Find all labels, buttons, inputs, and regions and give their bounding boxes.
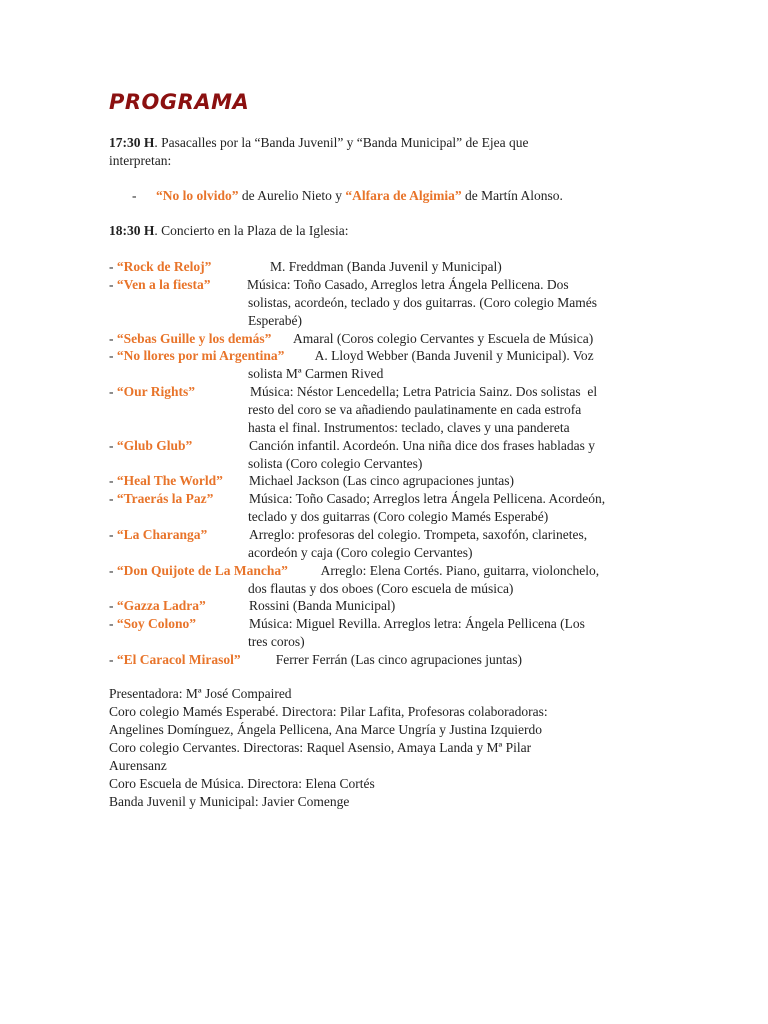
- program-item-head: [109, 651, 241, 669]
- song-title: “Gazza Ladra”: [116, 598, 206, 613]
- song-description-line: dos flautas y dos oboes (Coro escuela de música): [248, 581, 514, 596]
- program-item-head: [109, 472, 223, 490]
- song-title: “Traerás la Paz”: [116, 491, 214, 506]
- song-description-line: teclado y dos guitarras (Coro colegio Mamés Esperabé): [248, 509, 549, 524]
- list-dash: -: [109, 331, 117, 346]
- block2-line: [109, 222, 349, 240]
- list-dash: -: [109, 563, 117, 578]
- song-description-line: Ferrer Ferrán (Las cinco agrupaciones juntas): [269, 652, 523, 667]
- song-title: “No lo olvido”: [156, 188, 239, 203]
- song-description-line: Rossini (Banda Municipal): [249, 598, 396, 613]
- block1-line2: interpretan:: [109, 153, 172, 168]
- list-dash: -: [109, 277, 117, 292]
- song-title: “Our Rights”: [116, 384, 196, 399]
- credit-line: Coro Escuela de Música. Directora: Elena Cortés: [109, 776, 375, 791]
- song-description-line: Arreglo: profesoras del colegio. Trompeta, saxofón, clarinetes,: [249, 527, 588, 542]
- program-item-head: [109, 615, 196, 633]
- credit-line: Coro colegio Cervantes. Directoras: Raquel Asensio, Amaya Landa y Mª Pilar: [109, 740, 532, 755]
- song-title: “La Charanga”: [116, 527, 208, 542]
- page-title: PROGRAMA: [109, 90, 250, 114]
- song-description-line: acordeón y caja (Coro colegio Cervantes): [248, 545, 473, 560]
- song-description-line: Arreglo: Elena Cortés. Piano, guitarra, violonchelo,: [318, 563, 600, 578]
- program-item-head: [109, 490, 213, 508]
- block1-bullet: -: [132, 188, 137, 203]
- list-dash: -: [109, 527, 117, 542]
- program-item-head: [109, 562, 288, 580]
- program-item-head: [109, 258, 211, 276]
- song-title: “Rock de Reloj”: [116, 259, 212, 274]
- song-description-line: hasta el final. Instrumentos: teclado, claves y una pandereta: [248, 420, 570, 435]
- list-dash: -: [109, 473, 117, 488]
- list-dash: -: [109, 384, 117, 399]
- song-title: “El Caracol Mirasol”: [116, 652, 241, 667]
- song-title: “Soy Colono”: [116, 616, 197, 631]
- song-description-line: resto del coro se va añadiendo paulatinamente en cada estrofa: [248, 402, 582, 417]
- song-description-line: Canción infantil. Acordeón. Una niña dice dos frases habladas y: [249, 438, 596, 453]
- block1-end: de Martín Alonso.: [461, 188, 563, 203]
- block2-text: . Concierto en la Plaza de la Iglesia:: [154, 223, 349, 238]
- credit-line: Angelines Domínguez, Ángela Pellicena, Ana Marce Ungría y Justina Izquierdo: [109, 722, 542, 737]
- list-dash: -: [109, 259, 117, 274]
- song-description-line: Música: Toño Casado; Arreglos letra Ángela Pellicena. Acordeón,: [249, 491, 606, 506]
- song-description-line: M. Freddman (Banda Juvenil y Municipal): [270, 259, 502, 274]
- song-description-line: Michael Jackson (Las cinco agrupaciones juntas): [249, 473, 515, 488]
- block1-songs-line: [156, 187, 563, 205]
- song-description-line: Música: Miguel Revilla. Arreglos letra: Ángela Pellicena (Los: [249, 616, 585, 631]
- program-item-head: [109, 526, 207, 544]
- list-dash: -: [109, 652, 117, 667]
- program-item-head: [109, 330, 271, 348]
- song-description-line: Esperabé): [248, 313, 302, 328]
- credit-line: Coro colegio Mamés Esperabé. Directora: Pilar Lafita, Profesoras colaboradoras:: [109, 704, 548, 719]
- credit-line: Aurensanz: [109, 758, 167, 773]
- song-description-line: A. Lloyd Webber (Banda Juvenil y Municipal). Voz: [312, 348, 594, 363]
- credits: [109, 685, 629, 811]
- song-title: “No llores por mi Argentina”: [116, 348, 285, 363]
- program-item-head: [109, 597, 206, 615]
- song-description-line: solista Mª Carmen Rived: [248, 366, 384, 381]
- block1-text1: . Pasacalles por la “Banda Juvenil” y “Banda Municipal” de Ejea que: [154, 135, 529, 150]
- list-dash: -: [109, 491, 117, 506]
- block1-time: 17:30 H: [109, 135, 155, 150]
- program-item-head: [109, 437, 192, 455]
- program-item-head: [109, 347, 284, 365]
- list-dash: -: [109, 616, 117, 631]
- song-description-line: tres coros): [248, 634, 305, 649]
- song-title: “Glub Glub”: [116, 438, 193, 453]
- list-dash: -: [109, 438, 117, 453]
- credit-line: Presentadora: Mª José Compaired: [109, 686, 292, 701]
- list-dash: -: [109, 598, 117, 613]
- song-description-line: Música: Toño Casado, Arreglos letra Ángela Pellicena. Dos: [247, 277, 569, 292]
- song-title: “Heal The World”: [116, 473, 223, 488]
- song-title: “Sebas Guille y los demás”: [116, 331, 272, 346]
- song-description-line: solistas, acordeón, teclado y dos guitarras. (Coro colegio Mamés: [248, 295, 598, 310]
- song-description-line: solista (Coro colegio Cervantes): [248, 456, 423, 471]
- song-title: “Alfara de Algimia”: [345, 188, 462, 203]
- credit-line: Banda Juvenil y Municipal: Javier Comenge: [109, 794, 350, 809]
- song-description-line: Música: Néstor Lencedella; Letra Patricia Sainz. Dos solistas el: [250, 384, 598, 399]
- song-description-line: Amaral (Coros colegio Cervantes y Escuela de Música): [293, 331, 594, 346]
- song-title: “Ven a la fiesta”: [116, 277, 211, 292]
- program-item-head: [109, 276, 211, 294]
- list-dash: -: [109, 348, 117, 363]
- block1-line1: [109, 134, 529, 152]
- block1-mid: de Aurelio Nieto y: [238, 188, 346, 203]
- block2-time: 18:30 H: [109, 223, 155, 238]
- program-item-head: [109, 383, 195, 401]
- song-title: “Don Quijote de La Mancha”: [116, 563, 288, 578]
